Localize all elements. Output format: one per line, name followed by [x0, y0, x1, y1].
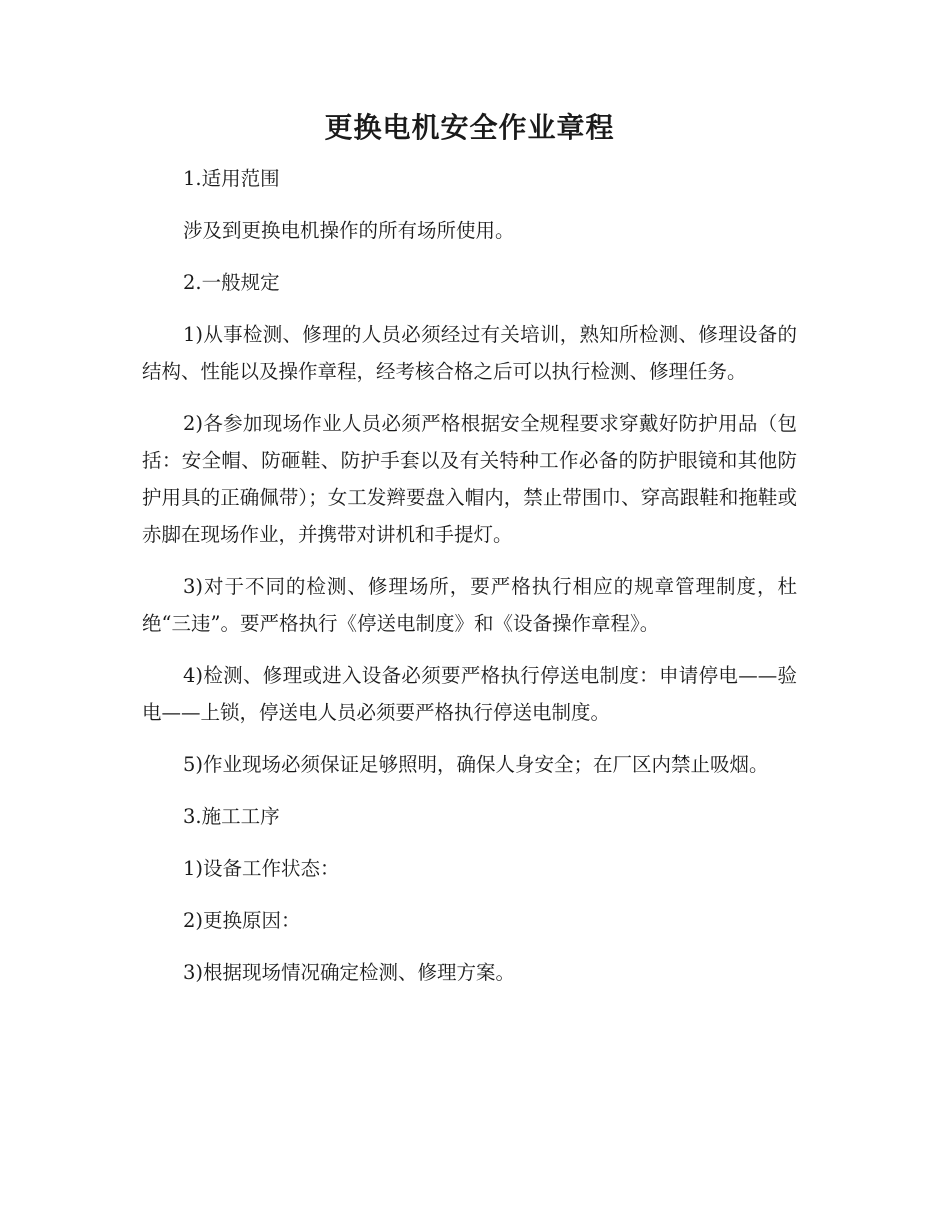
rule-item-1: 1)从事检测、修理的人员必须经过有关培训，熟知所检测、修理设备的结构、性能以及操作章程，经考核合格之后可以执行检测、修理任务。 [142, 323, 797, 383]
rule-item-4: 4)检测、修理或进入设备必须要严格执行停送电制度：申请停电——验电——上锁，停送电人员必须要严格执行停送电制度。 [142, 664, 797, 724]
procedure-item-2: 2)更换原因： [183, 909, 301, 932]
rule-item-2: 2)各参加现场作业人员必须严格根据安全规程要求穿戴好防护用品（包括：安全帽、防砸鞋、防护手套以及有关特种工作必备的防护眼镜和其他防护用具的正确佩带）；女工发辫要盘入帽内，禁止带围巾、穿高跟鞋和拖鞋或赤脚在现场作业，并携带对讲机和手提灯。 [142, 412, 797, 546]
procedure-item-3: 3)根据现场情况确定检测、修理方案。 [183, 961, 516, 984]
procedure-item-1: 1)设备工作状态： [183, 857, 340, 880]
section-heading-general-rules: 2.一般规定 [183, 271, 280, 294]
rule-item-3: 3)对于不同的检测、修理场所，要严格执行相应的规章管理制度，杜绝“三违”。要严格执行《停送电制度》和《设备操作章程》。 [142, 575, 797, 635]
section-heading-scope: 1.适用范围 [183, 167, 280, 190]
section-heading-procedure: 3.施工工序 [183, 805, 280, 828]
document-page [142, 108, 797, 1006]
rule-item-5: 5)作业现场必须保证足够照明，确保人身安全；在厂区内禁止吸烟。 [183, 753, 769, 776]
scope-text: 涉及到更换电机操作的所有场所使用。 [183, 219, 515, 242]
document-title: 更换电机安全作业章程 [324, 111, 615, 144]
